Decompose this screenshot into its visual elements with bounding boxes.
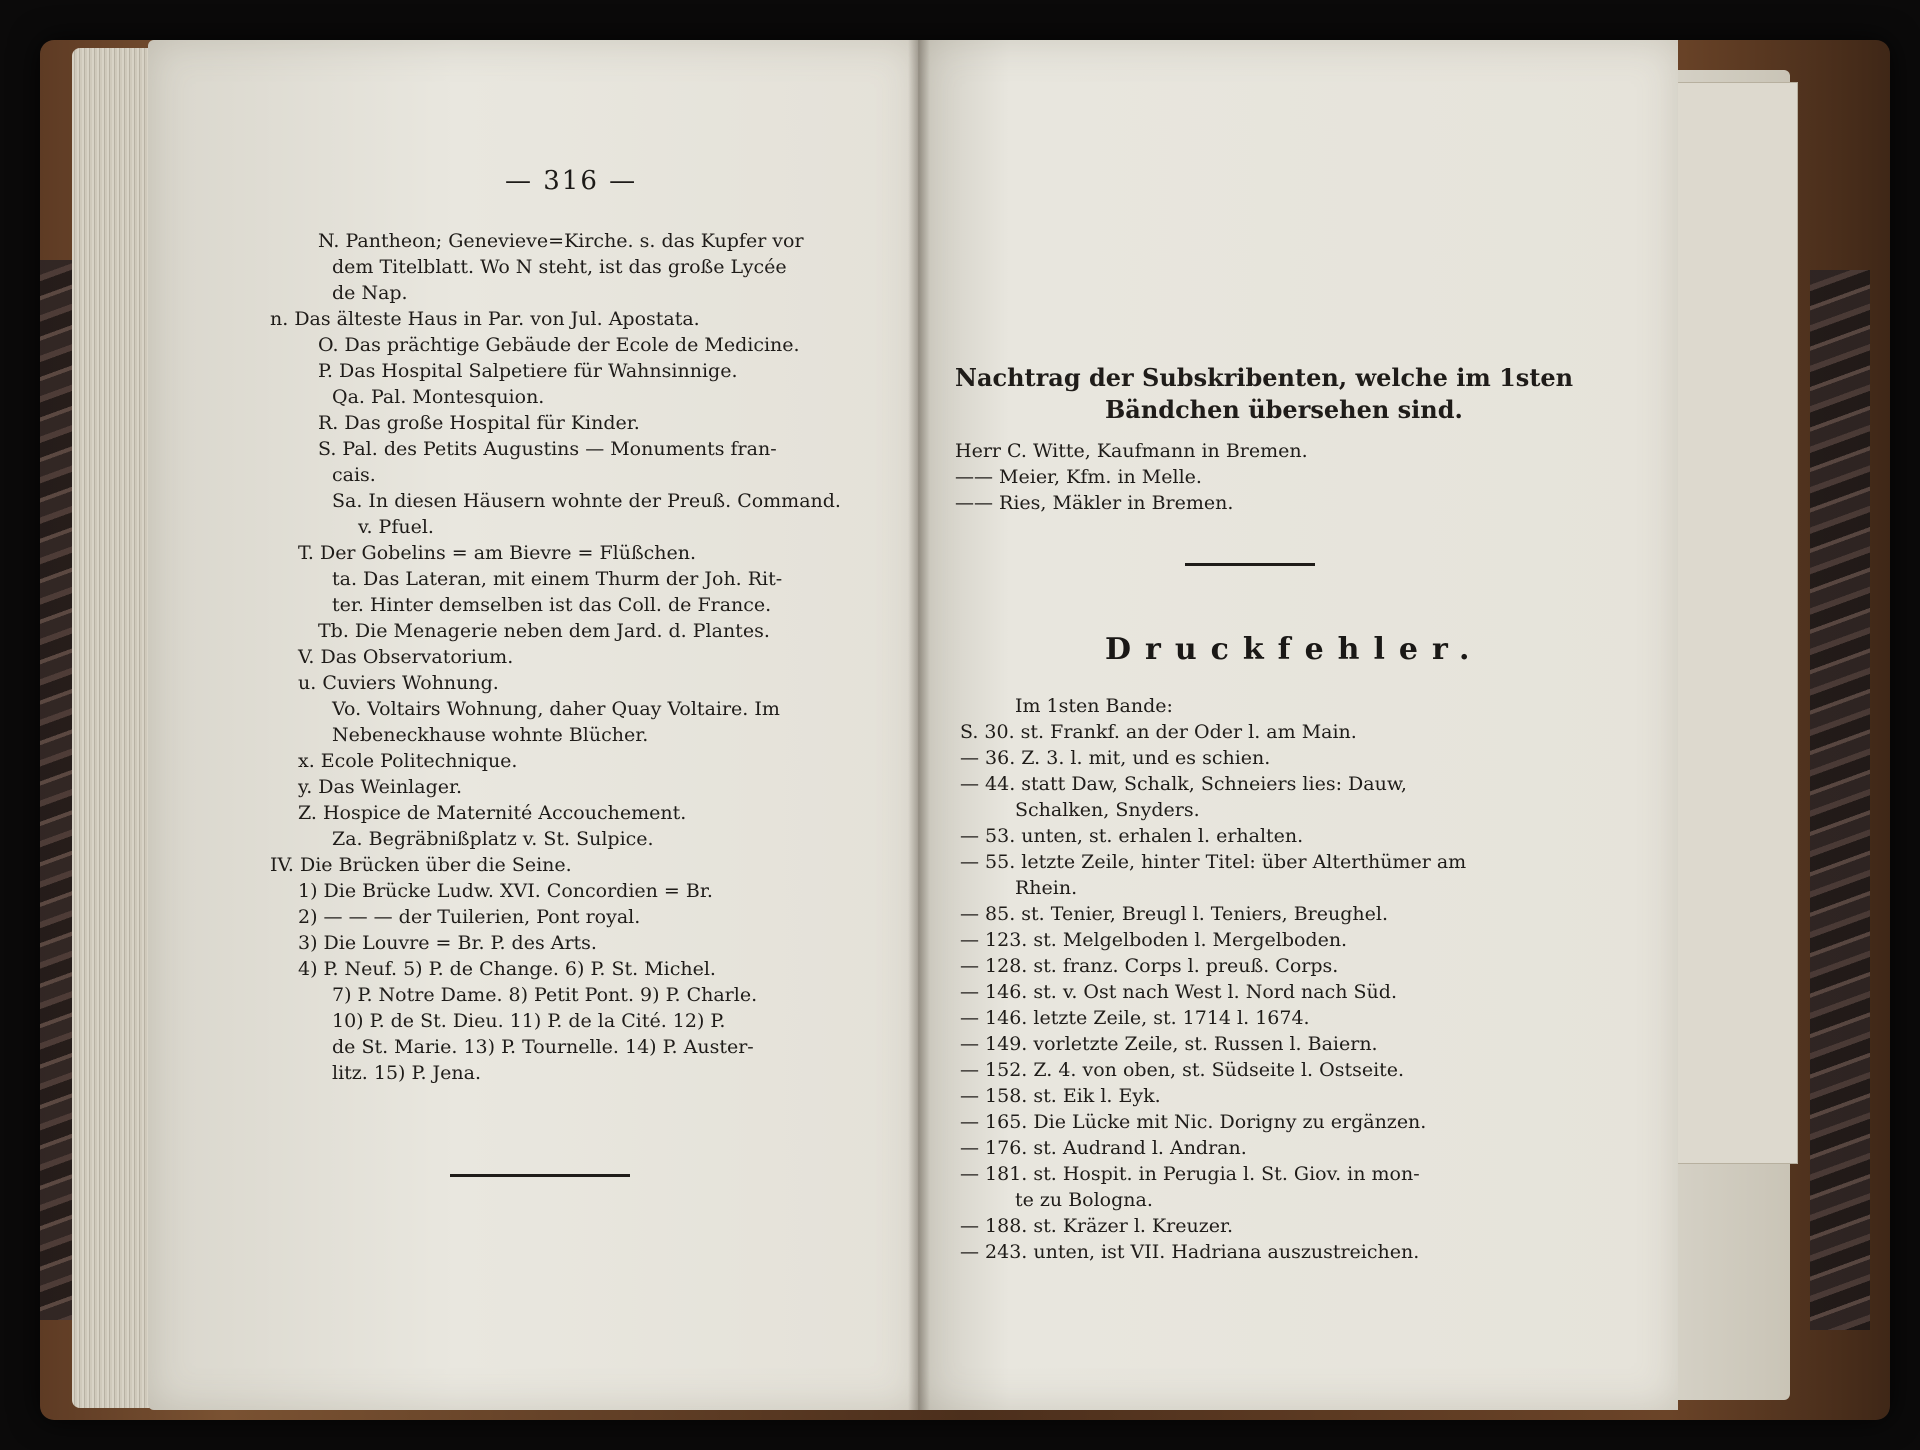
page-number: — 316 — bbox=[505, 166, 638, 196]
text-line: de Nap. bbox=[332, 282, 408, 304]
erratum-line: te zu Bologna. bbox=[1015, 1189, 1153, 1211]
left-page-text bbox=[270, 228, 841, 1086]
text-line: 1) Die Brücke Ludw. XVI. Concordien = Br. bbox=[298, 880, 713, 902]
text-line: n. Das älteste Haus in Par. von Jul. Apostata. bbox=[270, 308, 700, 330]
text-line: V. Das Observatorium. bbox=[298, 646, 514, 668]
erratum-line: — 36. Z. 3. l. mit, und es schien. bbox=[960, 747, 1271, 769]
inserted-leaf bbox=[1676, 82, 1798, 1164]
text-line: x. Ecole Politechnique. bbox=[298, 750, 518, 772]
closing-rule bbox=[450, 1174, 630, 1177]
text-line: S. Pal. des Petits Augustins — Monuments fran- bbox=[318, 438, 777, 460]
text-line: dem Titelblatt. Wo N steht, ist das große Lycée bbox=[332, 256, 787, 278]
right-page-text bbox=[955, 362, 1573, 516]
text-line: ter. Hinter demselben ist das Coll. de France. bbox=[332, 594, 772, 616]
erratum-line: S. 30. st. Frankf. an der Oder l. am Main. bbox=[960, 721, 1357, 743]
text-line: N. Pantheon; Genevieve=Kirche. s. das Kupfer vor bbox=[318, 230, 804, 252]
text-line: Tb. Die Menagerie neben dem Jard. d. Plantes. bbox=[318, 620, 770, 642]
erratum-line: — 146. st. v. Ost nach West l. Nord nach Süd. bbox=[960, 981, 1397, 1003]
text-line: 4) P. Neuf. 5) P. de Change. 6) P. St. Michel. bbox=[298, 958, 716, 980]
druckfehler-heading: Druckfehler. bbox=[1105, 632, 1484, 667]
erratum-line: — 176. st. Audrand l. Andran. bbox=[960, 1137, 1247, 1159]
text-line: Z. Hospice de Maternité Accouchement. bbox=[298, 802, 687, 824]
text-line: litz. 15) P. Jena. bbox=[332, 1062, 481, 1084]
erratum-line: — 53. unten, st. erhalen l. erhalten. bbox=[960, 825, 1304, 847]
text-line: v. Pfuel. bbox=[358, 516, 434, 538]
text-line: 10) P. de St. Dieu. 11) P. de la Cité. 12) P. bbox=[332, 1010, 726, 1032]
erratum-line: — 152. Z. 4. von oben, st. Südseite l. Ostseite. bbox=[960, 1059, 1405, 1081]
nachtrag-title: Nachtrag der Subskribenten, welche im 1sten bbox=[955, 363, 1574, 392]
erratum-line: — 123. st. Melgelboden l. Mergelboden. bbox=[960, 929, 1348, 951]
text-line: IV. Die Brücken über die Seine. bbox=[270, 854, 572, 876]
band-heading: Im 1sten Bande: bbox=[1015, 695, 1173, 717]
subscriber-line: —— Ries, Mäkler in Bremen. bbox=[955, 492, 1234, 514]
text-line: 7) P. Notre Dame. 8) Petit Pont. 9) P. Charle. bbox=[332, 984, 758, 1006]
nachtrag-title: Bändchen übersehen sind. bbox=[1105, 395, 1463, 424]
erratum-line: — 55. letzte Zeile, hinter Titel: über Alterthümer am bbox=[960, 851, 1467, 873]
erratum-line: Rhein. bbox=[1015, 877, 1078, 899]
erratum-line: — 149. vorletzte Zeile, st. Russen l. Baiern. bbox=[960, 1033, 1378, 1055]
text-line: Vo. Voltairs Wohnung, daher Quay Voltaire. Im bbox=[332, 698, 780, 720]
text-line: T. Der Gobelins = am Bievre = Flüßchen. bbox=[298, 542, 697, 564]
erratum-line: Schalken, Snyders. bbox=[1015, 799, 1200, 821]
erratum-line: — 146. letzte Zeile, st. 1714 l. 1674. bbox=[960, 1007, 1310, 1029]
erratum-line: — 44. statt Daw, Schalk, Schneiers lies: Dauw, bbox=[960, 773, 1407, 795]
subscriber-line: —— Meier, Kfm. in Melle. bbox=[955, 466, 1202, 488]
text-line: Sa. In diesen Häusern wohnte der Preuß. Command. bbox=[332, 490, 841, 512]
text-line: de St. Marie. 13) P. Tournelle. 14) P. Auster- bbox=[332, 1036, 754, 1058]
errata-list bbox=[960, 693, 1466, 1265]
text-line: 2) — — — der Tuilerien, Pont royal. bbox=[298, 906, 641, 928]
erratum-line: — 158. st. Eik l. Eyk. bbox=[960, 1085, 1161, 1107]
text-line: cais. bbox=[332, 464, 376, 486]
text-line: 3) Die Louvre = Br. P. des Arts. bbox=[298, 932, 597, 954]
text-line: Za. Begräbnißplatz v. St. Sulpice. bbox=[332, 828, 654, 850]
subscriber-line: Herr C. Witte, Kaufmann in Bremen. bbox=[955, 440, 1308, 462]
erratum-line: — 243. unten, ist VII. Hadriana auszustreichen. bbox=[960, 1241, 1420, 1263]
erratum-line: — 128. st. franz. Corps l. preuß. Corps. bbox=[960, 955, 1339, 977]
text-line: Nebeneckhause wohnte Blücher. bbox=[332, 724, 649, 746]
text-line: Qa. Pal. Montesquion. bbox=[332, 386, 545, 408]
text-line: ta. Das Lateran, mit einem Thurm der Joh. Rit- bbox=[332, 568, 783, 590]
erratum-line: — 85. st. Tenier, Breugl l. Teniers, Breughel. bbox=[960, 903, 1388, 925]
erratum-line: — 181. st. Hospit. in Perugia l. St. Giov. in mon- bbox=[960, 1163, 1420, 1185]
text-line: R. Das große Hospital für Kinder. bbox=[318, 412, 640, 434]
erratum-line: — 188. st. Kräzer l. Kreuzer. bbox=[960, 1215, 1234, 1237]
text-line: u. Cuviers Wohnung. bbox=[298, 672, 499, 694]
spacer bbox=[955, 426, 1573, 438]
text-line: P. Das Hospital Salpetiere für Wahnsinnige. bbox=[318, 360, 738, 382]
erratum-line: — 165. Die Lücke mit Nic. Dorigny zu ergänzen. bbox=[960, 1111, 1427, 1133]
text-line: O. Das prächtige Gebäude der Ecole de Medicine. bbox=[318, 334, 800, 356]
section-rule bbox=[1185, 563, 1315, 566]
marbled-cover-right bbox=[1810, 270, 1870, 1330]
text-line: y. Das Weinlager. bbox=[298, 776, 463, 798]
book-gutter bbox=[908, 40, 930, 1410]
